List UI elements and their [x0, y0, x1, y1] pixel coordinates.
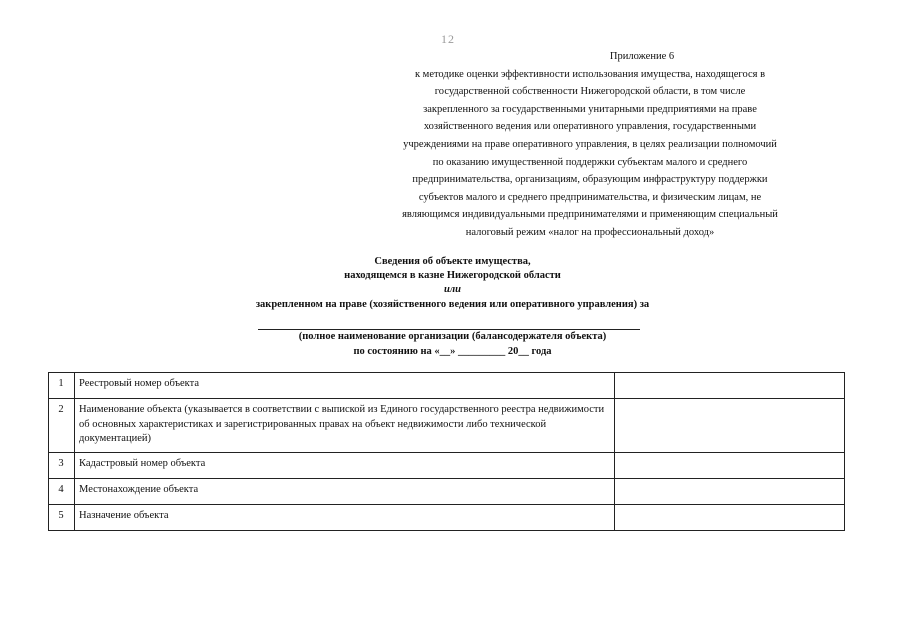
document-title: Сведения об объекте имущества, [374, 256, 531, 267]
table-row [49, 453, 845, 479]
appendix-line: предпринимательства, организациям, образующим инфраструктуру поддержки [412, 174, 768, 186]
row-number: 5 [49, 505, 75, 531]
appendix-line: учреждениями на праве оперативного управления, в целях реализации полномочий [403, 138, 777, 150]
appendix-line: по оказанию имущественной поддержки субъектам малого и среднего [432, 156, 748, 168]
row-number: 4 [49, 479, 75, 505]
row-value-cell[interactable] [615, 373, 845, 399]
as-of-date-line: по состоянию на «__» _________ 20__ года [353, 346, 552, 357]
row-value-cell[interactable] [615, 399, 845, 453]
row-value-cell[interactable] [615, 479, 845, 505]
table-row [49, 505, 845, 531]
row-label: Реестровый номер объекта [75, 373, 615, 399]
row-number: 2 [49, 399, 75, 453]
appendix-note [350, 48, 830, 242]
appendix-line: к методике оценки эффективности использования имущества, находящегося в [414, 68, 766, 80]
row-number: 1 [49, 373, 75, 399]
or-word: или [443, 284, 462, 295]
row-label: Кадастровый номер объекта [75, 453, 615, 479]
appendix-line: закрепленного за государственными унитарными предприятиями на праве [423, 103, 757, 115]
page-number: 12 [441, 32, 455, 46]
table-row [49, 479, 845, 505]
table-row [49, 373, 845, 399]
row-value-cell[interactable] [615, 453, 845, 479]
row-value-cell[interactable] [615, 505, 845, 531]
row-number: 3 [49, 453, 75, 479]
row-label: Наименование объекта (указывается в соответствии с выпиской из Единого государственного реестра недвижимости об основных характеристиках и зарегистрированных правах на объект недвижимости либо технической документацией) [75, 399, 615, 453]
document-title-or [0, 284, 905, 295]
row-label: Назначение объекта [75, 505, 615, 531]
document-title-line2: находящемся в казне Нижегородской области [344, 270, 561, 281]
object-info-table [48, 372, 845, 531]
table-row [49, 399, 845, 453]
appendix-line: налоговый режим «налог на профессиональный доход» [465, 226, 715, 238]
row-label: Местонахождение объекта [75, 479, 615, 505]
appendix-line: хозяйственного ведения или оперативного управления, государственными [423, 121, 757, 133]
organization-name-blank [258, 329, 640, 330]
appendix-line: государственной собственности Нижегородской области, в том числе [434, 86, 746, 98]
appendix-line: субъектов малого и среднего предпринимательства, и физическим лицам, не [418, 191, 762, 203]
appendix-title: Приложение 6 [609, 51, 675, 62]
organization-caption: (полное наименование организации (балансодержателя объекта) [298, 331, 607, 342]
document-title-line4: закрепленном на праве (хозяйственного ведения или оперативного управления) за [255, 299, 650, 310]
appendix-line: являющимся индивидуальными предпринимателями и применяющим специальный [402, 209, 778, 221]
